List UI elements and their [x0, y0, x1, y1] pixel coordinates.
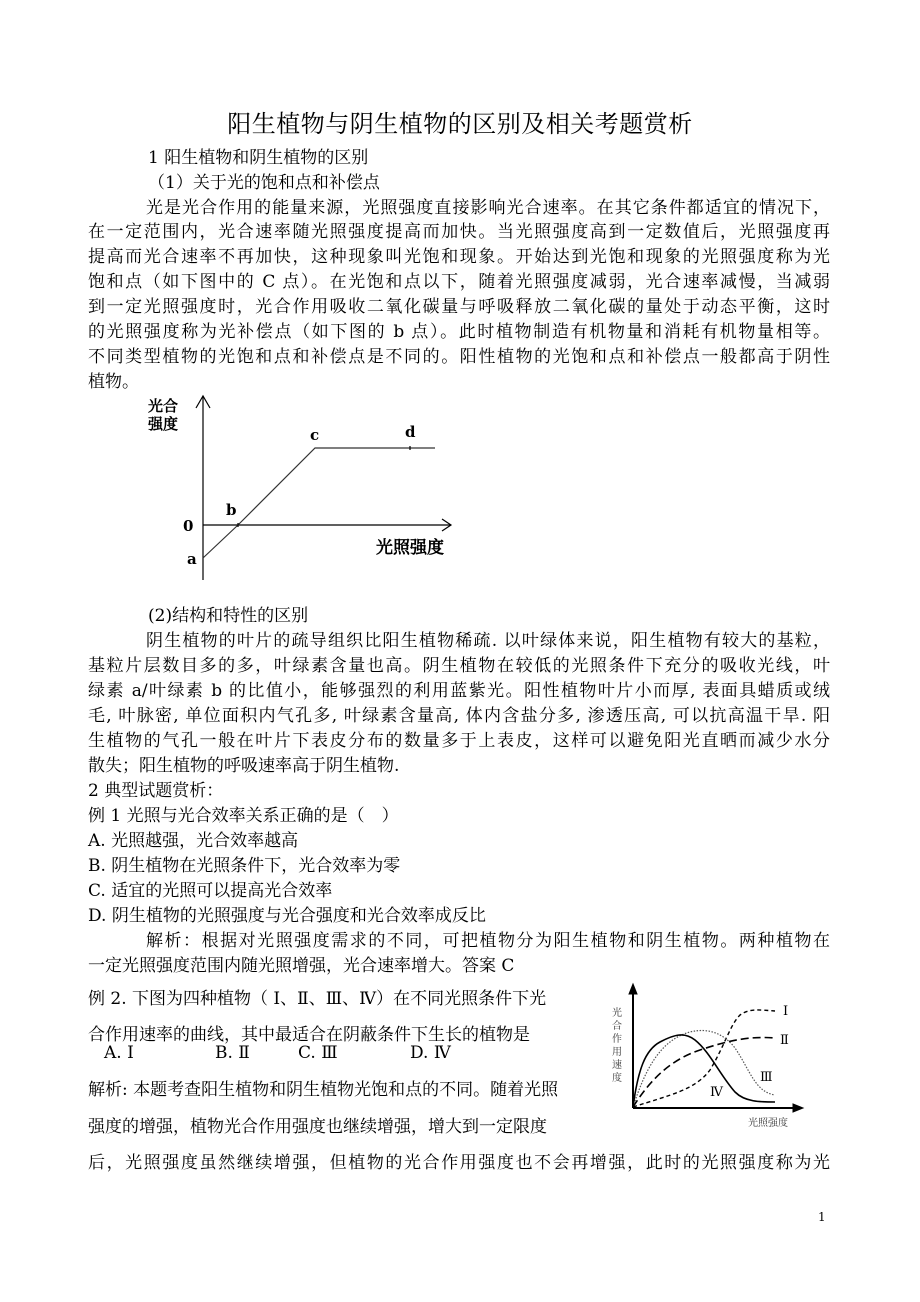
- x-axis-label: 光照强度: [748, 1118, 788, 1129]
- example2-analysis-line: 强度的增强，植物光合作用强度也继续增强，增大到一定限度: [88, 1117, 547, 1137]
- paragraph-line: 光是光合作用的能量来源，光照强度直接影响光合速率。在其它条件都适宜的情况下，: [146, 198, 830, 218]
- point-b-label: b: [226, 501, 237, 519]
- paragraph-line: 的光照强度称为光补偿点（如下图的 b 点）。此时植物制造有机物量和消耗有机物量相等。: [88, 322, 830, 342]
- paragraph-line: 生植物的气孔一般在叶片下表皮分布的数量多于上表皮，这样可以避免阳光直晒而减少水分: [88, 731, 830, 751]
- paragraph-line: 散失；阳生植物的呼吸速率高于阴生植物.: [88, 756, 400, 776]
- example2-analysis-line: 解析: 本题考查阳生植物和阴生植物光饱和点的不同。随着光照: [88, 1080, 559, 1100]
- document-title: 阳生植物与阴生植物的区别及相关考题赏析: [227, 110, 693, 138]
- four-plants-chart: [600, 980, 840, 1140]
- paragraph-line: 提高而光合速率不再加快，这种现象叫光饱和现象。开始达到光饱和现象的光照强度称为光: [88, 247, 830, 267]
- paragraph-line: 在一定范围内，光合速率随光照强度提高而加快。当光照强度高到一定数值后，光照强度再: [88, 222, 830, 242]
- example2-option-c: C. Ⅲ: [298, 1043, 338, 1063]
- point-a-label: a: [187, 550, 197, 568]
- example1-analysis-line: 一定光照强度范围内随光照增强，光合速率增大。答案 C: [88, 956, 515, 976]
- curve-IV-label: Ⅳ: [710, 1085, 723, 1100]
- curve-III-label: Ⅲ: [760, 1070, 773, 1085]
- example2-option-d: D. Ⅳ: [410, 1043, 451, 1063]
- x-axis-arrow: [793, 1104, 803, 1112]
- paragraph-line: 基粒片层数目多的多，叶绿素含量也高。阴生植物在较低的光照条件下充分的吸收光线，叶: [88, 656, 830, 676]
- example2-question-line: 例 2. 下图为四种植物（ Ⅰ、Ⅱ、Ⅲ、Ⅳ）在不同光照条件下光: [88, 989, 547, 1009]
- curve-III: [633, 1030, 775, 1107]
- curve-II-label: Ⅱ: [780, 1033, 789, 1048]
- x-axis-label: 光照强度: [376, 538, 444, 558]
- paragraph-line: 绿素 a/叶绿素 b 的比值小，能够强烈的利用蓝紫光。阳性植物叶片小而厚, 表面具蜡质或绒: [88, 681, 830, 701]
- section2-heading: 2 典型试题赏析：: [88, 781, 224, 801]
- curve-II: [633, 1038, 775, 1108]
- example1-option-a: A. 光照越强，光合效率越高: [88, 831, 299, 851]
- y-label-line2: 强度: [148, 415, 179, 433]
- paragraph-line: 毛, 叶脉密, 单位面积内气孔多, 叶绿素含量高, 体内含盐分多, 渗透压高, 可以抗高温干旱. 阳: [88, 706, 830, 726]
- sub1-heading: （1）关于光的饱和点和补偿点: [148, 173, 380, 193]
- example2-analysis-line: 后，光照强度虽然继续增强，但植物的光合作用强度也不会再增强，此时的光照强度称为光: [88, 1153, 830, 1173]
- y-axis-arrow: [629, 984, 637, 994]
- y-label-line1: 光合: [148, 397, 179, 415]
- sub2-heading: (2)结构和特性的区别: [148, 606, 309, 626]
- example1-analysis-line: 解析：根据对光照强度需求的不同，可把植物分为阳生植物和阴生植物。两种植物在: [146, 931, 830, 951]
- point-d-label: d: [405, 423, 416, 441]
- point-c-label: c: [310, 426, 320, 444]
- paragraph-line: 植物。: [88, 372, 139, 392]
- paragraph-line: 阴生植物的叶片的疏导组织比阳生植物稀疏. 以叶绿体来说，阳生植物有较大的基粒，: [146, 631, 830, 651]
- example1-question: 例 1 光照与光合效率关系正确的是（ ）: [88, 806, 399, 826]
- page-number: 1: [818, 1210, 826, 1224]
- curve-IV: [633, 1035, 775, 1107]
- example2-option-b: B. Ⅱ: [215, 1043, 250, 1063]
- example1-option-d: D. 阴生植物的光照强度与光合强度和光合效率成反比: [88, 906, 486, 926]
- paragraph-line: 到一定光照强度时，光合作用吸收二氧化碳量与呼吸释放二氧化碳的量处于动态平衡，这时: [88, 297, 830, 317]
- origin-label: 0: [183, 517, 194, 535]
- paragraph-line: 不同类型植物的光饱和点和补偿点是不同的。阳性植物的光饱和点和补偿点一般都高于阴性: [88, 347, 830, 367]
- curve-I: [633, 1010, 775, 1107]
- example1-option-c: C. 适宜的光照可以提高光合效率: [88, 881, 333, 901]
- example1-option-b: B. 阴生植物在光照条件下，光合效率为零: [88, 856, 401, 876]
- curve-I-label: Ⅰ: [783, 1004, 789, 1019]
- section1-heading: 1 阳生植物和阴生植物的区别: [148, 148, 369, 168]
- y-label: 光合作用速度: [612, 1008, 622, 1084]
- example2-question-line: 合作用速率的曲线，其中最适合在阴蔽条件下生长的植物是: [88, 1025, 530, 1045]
- example2-option-a: A. Ⅰ: [104, 1043, 134, 1063]
- light-curve-chart: [0, 0, 920, 600]
- paragraph-line: 饱和点（如下图中的 C 点）。在光饱和点以下，随着光照强度减弱，光合速率减慢，当减弱: [88, 272, 830, 292]
